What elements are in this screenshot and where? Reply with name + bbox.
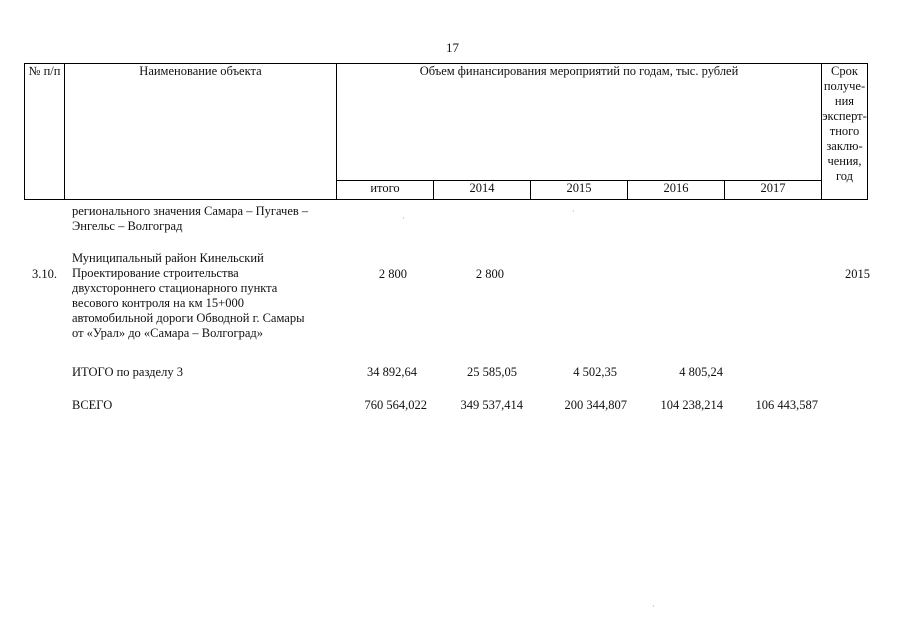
continuation-text bbox=[72, 204, 308, 234]
page-number: 17 bbox=[446, 40, 459, 55]
text-line: весового контроля на км 15+000 bbox=[72, 296, 244, 310]
table-header bbox=[24, 63, 868, 200]
cell-term: 2015 bbox=[845, 267, 870, 281]
row-description bbox=[72, 251, 304, 341]
cell-2014: 2 800 bbox=[475, 267, 504, 281]
header-year-2017: 2017 bbox=[725, 181, 822, 200]
cell-2016: 4 805,24 bbox=[679, 365, 723, 379]
text-line: двухстороннего стационарного пункта bbox=[72, 281, 278, 295]
text-line: Муниципальный район Кинельский bbox=[72, 251, 264, 265]
section-total-label: ИТОГО по разделу 3 bbox=[72, 365, 183, 379]
scan-speck: · bbox=[572, 207, 575, 216]
text-line: от «Урал» до «Самара – Волгоград» bbox=[72, 326, 263, 340]
cell-total: 2 800 bbox=[378, 267, 407, 281]
cell-2014: 25 585,05 bbox=[467, 365, 517, 379]
cell-total: 34 892,64 bbox=[367, 365, 417, 379]
header-total: итого bbox=[337, 181, 434, 200]
cell-2015: 4 502,35 bbox=[573, 365, 617, 379]
cell-total: 760 564,022 bbox=[364, 398, 427, 412]
scan-speck: · bbox=[402, 214, 405, 223]
header-year-2015: 2015 bbox=[531, 181, 628, 200]
cell-2016: 104 238,214 bbox=[660, 398, 723, 412]
cell-2014: 349 537,414 bbox=[460, 398, 523, 412]
cell-2015: 200 344,807 bbox=[564, 398, 627, 412]
header-year-2016: 2016 bbox=[628, 181, 725, 200]
text-line: регионального значения Самара – Пугачев – bbox=[72, 204, 309, 218]
cell-2017: 106 443,587 bbox=[755, 398, 818, 412]
header-year-2014: 2014 bbox=[434, 181, 531, 200]
text-line: Проектирование строительства bbox=[72, 266, 239, 280]
text-line: Энгельс – Волгоград bbox=[72, 219, 183, 233]
header-number: № п/п bbox=[25, 64, 65, 200]
header-object-name: Наименование объекта bbox=[65, 64, 337, 200]
grand-total-label: ВСЕГО bbox=[72, 398, 113, 412]
header-term: Срок получе-ния эксперт-тного заклю-чения, год bbox=[822, 64, 868, 200]
scan-speck: · bbox=[652, 602, 655, 611]
text-line: автомобильной дороги Обводной г. Самары bbox=[72, 311, 305, 325]
header-funding: Объем финансирования мероприятий по годам, тыс. рублей bbox=[337, 64, 822, 181]
row-number: 3.10. bbox=[32, 267, 57, 281]
